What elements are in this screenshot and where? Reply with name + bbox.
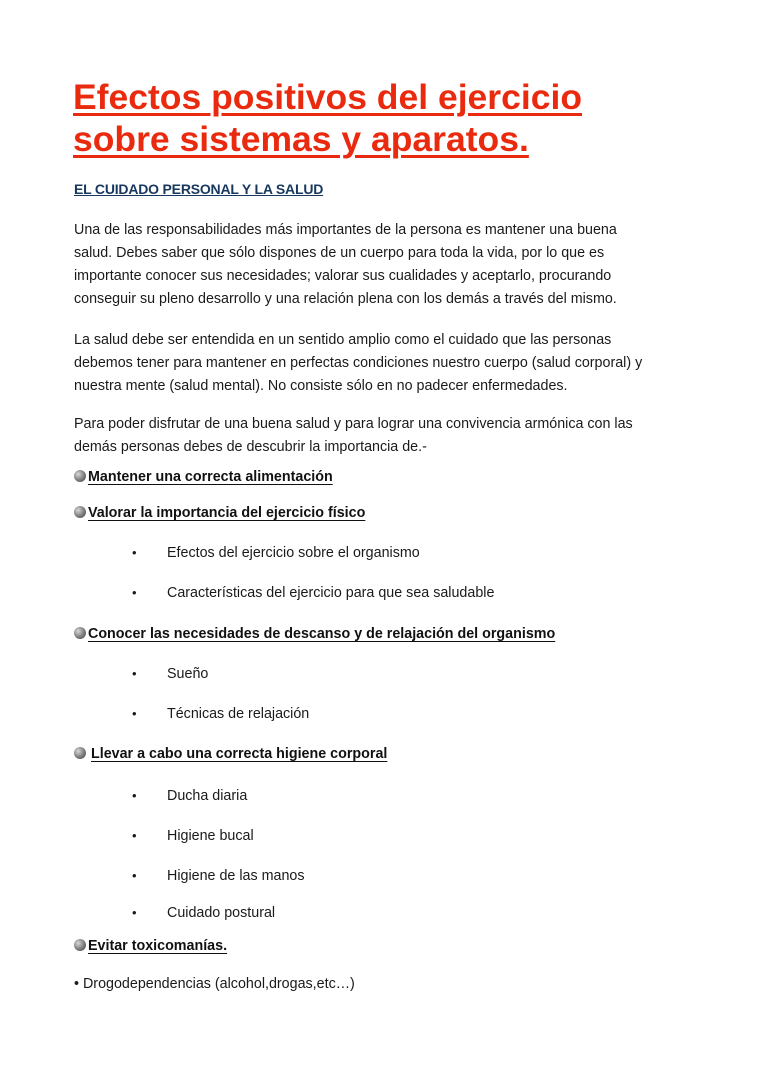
paragraph-health-definition bbox=[74, 329, 714, 398]
bullet-dot: • bbox=[132, 868, 137, 883]
section-heading-text: Llevar a cabo una correcta higiene corporal bbox=[91, 746, 388, 762]
section-subtitle: EL CUIDADO PERSONAL Y LA SALUD bbox=[74, 181, 324, 197]
list-item-text: Efectos del ejercicio sobre el organismo bbox=[167, 545, 420, 561]
paragraph-line: La salud debe ser entendida en un sentido amplio como el cuidado que las personas bbox=[74, 332, 612, 348]
paragraph-responsibilities bbox=[74, 219, 714, 311]
bullet-dot: • bbox=[132, 706, 137, 721]
paragraph-line: Para poder disfrutar de una buena salud y para lograr una convivencia armónica con las bbox=[74, 416, 633, 432]
paragraph-line: debemos tener para mantener en perfectas condiciones nuestro cuerpo (salud corporal) y bbox=[74, 355, 643, 371]
bullet-dot: • bbox=[132, 905, 137, 920]
list-item-text: Técnicas de relajación bbox=[167, 706, 310, 722]
drogodependencias-line: • Drogodependencias (alcohol,drogas,etc…) bbox=[74, 976, 355, 992]
list-item bbox=[132, 905, 275, 921]
title-line: Efectos positivos del ejercicio bbox=[73, 77, 583, 117]
sphere-bullet-icon bbox=[74, 747, 86, 759]
section-heading-descanso bbox=[74, 626, 555, 642]
paragraph-line: demás personas debes de descubrir la importancia de.- bbox=[74, 439, 427, 455]
section-heading-text: Conocer las necesidades de descanso y de relajación del organismo bbox=[88, 626, 556, 642]
list-item-text: Ducha diaria bbox=[167, 788, 248, 804]
sphere-bullet-icon bbox=[74, 939, 86, 951]
paragraph-line: conseguir su pleno desarrollo y una relación plena con los demás a través del mismo. bbox=[74, 291, 617, 307]
paragraph-line: Una de las responsabilidades más importantes de la persona es mantener una buena bbox=[74, 222, 617, 238]
section-heading-toxicomanias bbox=[74, 938, 227, 954]
bullet-dot: • bbox=[132, 585, 137, 600]
list-item-text: Cuidado postural bbox=[167, 905, 276, 921]
list-item-text: Sueño bbox=[167, 666, 209, 682]
list-item-text: Higiene de las manos bbox=[167, 868, 305, 884]
section-heading-text: Mantener una correcta alimentación bbox=[88, 469, 333, 485]
bullet-dot: • bbox=[132, 666, 137, 681]
list-item bbox=[132, 706, 309, 722]
bullet-dot: • bbox=[132, 788, 137, 803]
sphere-bullet-icon bbox=[74, 506, 86, 518]
document-title bbox=[73, 76, 713, 160]
list-item-text: Características del ejercicio para que sea saludable bbox=[167, 585, 495, 601]
section-heading-ejercicio bbox=[74, 505, 365, 521]
list-item bbox=[132, 868, 305, 884]
bullet-dot: • bbox=[132, 545, 137, 560]
title-line: sobre sistemas y aparatos. bbox=[73, 119, 529, 159]
list-item bbox=[132, 666, 208, 682]
paragraph-line: salud. Debes saber que sólo dispones de un cuerpo para toda la vida, por lo que es bbox=[74, 245, 605, 261]
section-heading-higiene bbox=[74, 746, 387, 762]
list-item bbox=[132, 828, 254, 844]
list-item-text: Higiene bucal bbox=[167, 828, 254, 844]
paragraph-line: nuestra mente (salud mental). No consiste sólo en no padecer enfermedades. bbox=[74, 378, 568, 394]
list-item bbox=[132, 545, 420, 561]
sphere-bullet-icon bbox=[74, 470, 86, 482]
section-heading-text: Evitar toxicomanías. bbox=[88, 938, 228, 954]
sphere-bullet-icon bbox=[74, 627, 86, 639]
list-item bbox=[132, 585, 494, 601]
paragraph-importance bbox=[74, 413, 714, 459]
section-heading-alimentacion bbox=[74, 469, 333, 485]
paragraph-line: importante conocer sus necesidades; valorar sus cualidades y aceptarlo, procurando bbox=[74, 268, 612, 284]
bullet-dot: • bbox=[132, 828, 137, 843]
section-heading-text: Valorar la importancia del ejercicio físico bbox=[88, 505, 366, 521]
list-item bbox=[132, 788, 247, 804]
